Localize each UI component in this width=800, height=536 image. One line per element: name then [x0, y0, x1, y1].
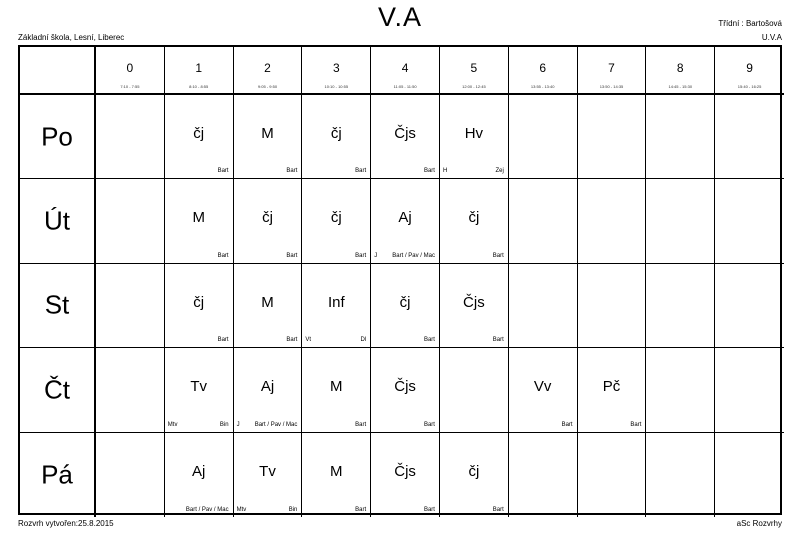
- lesson-cell: [371, 433, 440, 517]
- lesson-subject: M: [192, 209, 205, 227]
- lesson-subject: čj: [399, 293, 411, 311]
- lesson-cell: [509, 348, 578, 432]
- lesson-cell: [302, 348, 371, 432]
- period-header: [578, 47, 647, 95]
- lesson-cell: [165, 433, 234, 517]
- created-date: Rozvrh vytvořen:25.8.2015: [18, 519, 114, 528]
- lesson-teacher: Bart: [630, 421, 642, 428]
- period-number: 0: [126, 61, 134, 75]
- period-number: 4: [401, 61, 409, 75]
- day-cell: [20, 433, 96, 517]
- period-time: 12:00 - 12:45: [462, 84, 486, 89]
- lesson-subject: Čjs: [394, 125, 416, 142]
- lesson-teacher: Bart: [423, 168, 435, 175]
- lesson-teacher: Zej: [495, 168, 504, 175]
- lesson-subject: Aj: [398, 209, 412, 227]
- school-name: Základní škola, Lesní, Liberec: [18, 33, 125, 42]
- lesson-teacher: Bart: [423, 337, 435, 344]
- empty-cell: [96, 95, 165, 179]
- empty-cell: [96, 264, 165, 348]
- empty-cell: [646, 348, 715, 432]
- period-number: 9: [746, 61, 753, 75]
- lesson-teacher: Bart: [355, 252, 367, 259]
- lesson-cell: [302, 433, 371, 517]
- lesson-room: H: [442, 168, 448, 175]
- software-credit: aSc Rozvrhy: [736, 519, 782, 528]
- empty-cell: [96, 179, 165, 263]
- lesson-teacher: Bart: [355, 506, 367, 513]
- empty-cell: [578, 95, 647, 179]
- empty-cell: [646, 95, 715, 179]
- period-time: 7:10 - 7:55: [120, 84, 140, 89]
- empty-cell: [646, 264, 715, 348]
- lesson-subject: čj: [468, 462, 480, 480]
- lesson-subject: Pč: [602, 378, 621, 396]
- lesson-room: J: [236, 421, 240, 428]
- lesson-cell: [234, 179, 303, 263]
- empty-cell: [96, 348, 165, 432]
- period-header: [165, 47, 234, 95]
- lesson-subject: M: [330, 378, 343, 396]
- day-name: Čt: [44, 374, 70, 405]
- lesson-cell: [302, 95, 371, 179]
- lesson-teacher: Bart: [217, 337, 229, 344]
- empty-cell: [715, 95, 784, 179]
- day-name: Út: [44, 205, 70, 236]
- day-cell: [20, 95, 96, 179]
- day-cell: [20, 348, 96, 432]
- lesson-teacher: Bin: [219, 421, 229, 428]
- lesson-room: J: [374, 252, 378, 259]
- lesson-subject: Aj: [192, 462, 206, 480]
- lesson-teacher: Bart: [217, 252, 229, 259]
- lesson-subject: M: [330, 462, 343, 480]
- lesson-teacher: Bart: [355, 168, 367, 175]
- period-number: 8: [676, 61, 684, 75]
- lesson-cell: [440, 95, 509, 179]
- lesson-teacher: Bart / Pav / Mac: [392, 252, 435, 259]
- day-name: Po: [41, 121, 73, 152]
- timetable-grid: [18, 45, 782, 515]
- empty-cell: [715, 179, 784, 263]
- day-name: Pá: [41, 459, 73, 490]
- period-time: 14:45 - 15:30: [668, 84, 693, 89]
- lesson-subject: Aj: [260, 378, 275, 396]
- lesson-cell: [440, 179, 509, 263]
- lesson-subject: Čjs: [394, 378, 416, 396]
- period-time: 11:05 - 11:50: [393, 84, 417, 89]
- lesson-subject: čj: [330, 125, 342, 142]
- lesson-subject: čj: [330, 209, 342, 227]
- lesson-subject: čj: [193, 125, 205, 142]
- lesson-subject: Čjs: [463, 293, 485, 311]
- period-number: 1: [195, 61, 203, 75]
- period-time: 10:10 - 10:55: [324, 84, 349, 89]
- period-time: 13:50 - 14:35: [599, 84, 624, 89]
- lesson-cell: [440, 433, 509, 517]
- period-number: 6: [539, 61, 547, 75]
- empty-cell: [715, 264, 784, 348]
- lesson-teacher: Bart: [492, 337, 504, 344]
- lesson-subject: čj: [468, 209, 480, 227]
- period-header: [302, 47, 371, 95]
- period-number: 7: [608, 61, 615, 75]
- empty-cell: [715, 348, 784, 432]
- lesson-teacher: Bart: [492, 506, 504, 513]
- lesson-cell: [371, 95, 440, 179]
- empty-cell: [509, 95, 578, 179]
- lesson-cell: [371, 179, 440, 263]
- lesson-cell: [371, 264, 440, 348]
- empty-cell: [578, 433, 647, 517]
- period-time: 13:55 - 13:40: [530, 84, 555, 89]
- period-number: 2: [264, 61, 271, 75]
- period-header: [509, 47, 578, 95]
- lesson-teacher: Bart: [423, 506, 435, 513]
- lesson-room: Mtv: [167, 421, 178, 428]
- empty-cell: [646, 179, 715, 263]
- empty-cell: [96, 433, 165, 517]
- lesson-cell: [371, 348, 440, 432]
- lesson-cell: [302, 179, 371, 263]
- lesson-teacher: Bart: [492, 252, 504, 259]
- lesson-subject: Hv: [464, 125, 484, 142]
- lesson-teacher: Bart: [561, 421, 573, 428]
- period-number: 3: [332, 61, 340, 75]
- lesson-room: Mtv: [236, 506, 247, 513]
- lesson-subject: čj: [193, 293, 205, 311]
- period-header: [96, 47, 165, 95]
- lesson-cell: [302, 264, 371, 348]
- empty-cell: [646, 433, 715, 517]
- period-header: [371, 47, 440, 95]
- lesson-cell: [234, 348, 303, 432]
- lesson-teacher: Bart: [217, 168, 229, 175]
- lesson-subject: Inf: [327, 293, 345, 311]
- lesson-teacher: Dl: [360, 337, 367, 344]
- class-code: U.V.A: [761, 33, 782, 42]
- timetable-title: V.A: [377, 2, 423, 32]
- lesson-cell: [578, 348, 647, 432]
- empty-cell: [578, 264, 647, 348]
- period-header: [440, 47, 509, 95]
- period-header: [715, 47, 784, 95]
- day-name: St: [44, 289, 70, 320]
- period-header: [234, 47, 303, 95]
- period-time: 9:05 - 9:50: [257, 84, 278, 89]
- period-time: 15:40 - 16:25: [737, 84, 762, 89]
- lesson-cell: [165, 179, 234, 263]
- lesson-cell: [440, 264, 509, 348]
- empty-cell: [509, 433, 578, 517]
- lesson-cell: [165, 348, 234, 432]
- empty-cell: [509, 179, 578, 263]
- empty-cell: [715, 433, 784, 517]
- period-number: 5: [470, 61, 478, 75]
- lesson-cell: [234, 433, 303, 517]
- lesson-room: Vt: [305, 337, 312, 344]
- lesson-teacher: Bart: [286, 168, 298, 175]
- empty-cell: [440, 348, 509, 432]
- lesson-teacher: Bart / Pav / Mac: [185, 506, 229, 513]
- lesson-subject: M: [261, 125, 274, 142]
- lesson-subject: Vv: [533, 378, 552, 396]
- corner-cell: [20, 47, 96, 95]
- lesson-subject: Tv: [190, 378, 208, 396]
- lesson-subject: čj: [262, 209, 273, 227]
- lesson-cell: [234, 95, 303, 179]
- period-header: [646, 47, 715, 95]
- empty-cell: [578, 179, 647, 263]
- lesson-teacher: Bart: [286, 252, 298, 259]
- class-teacher: Třídní : Bartošová: [718, 19, 782, 28]
- lesson-teacher: Bin: [288, 506, 298, 513]
- lesson-subject: M: [261, 293, 274, 311]
- lesson-teacher: Bart: [286, 337, 298, 344]
- day-cell: [20, 264, 96, 348]
- lesson-teacher: Bart: [355, 421, 367, 428]
- empty-cell: [509, 264, 578, 348]
- lesson-subject: Tv: [259, 462, 276, 480]
- lesson-cell: [234, 264, 303, 348]
- lesson-cell: [165, 95, 234, 179]
- lesson-teacher: Bart / Pav / Mac: [254, 421, 298, 428]
- lesson-cell: [165, 264, 234, 348]
- lesson-teacher: Bart: [423, 421, 435, 428]
- lesson-subject: Čjs: [394, 462, 416, 480]
- day-cell: [20, 179, 96, 263]
- period-time: 8:10 - 8:55: [189, 84, 209, 89]
